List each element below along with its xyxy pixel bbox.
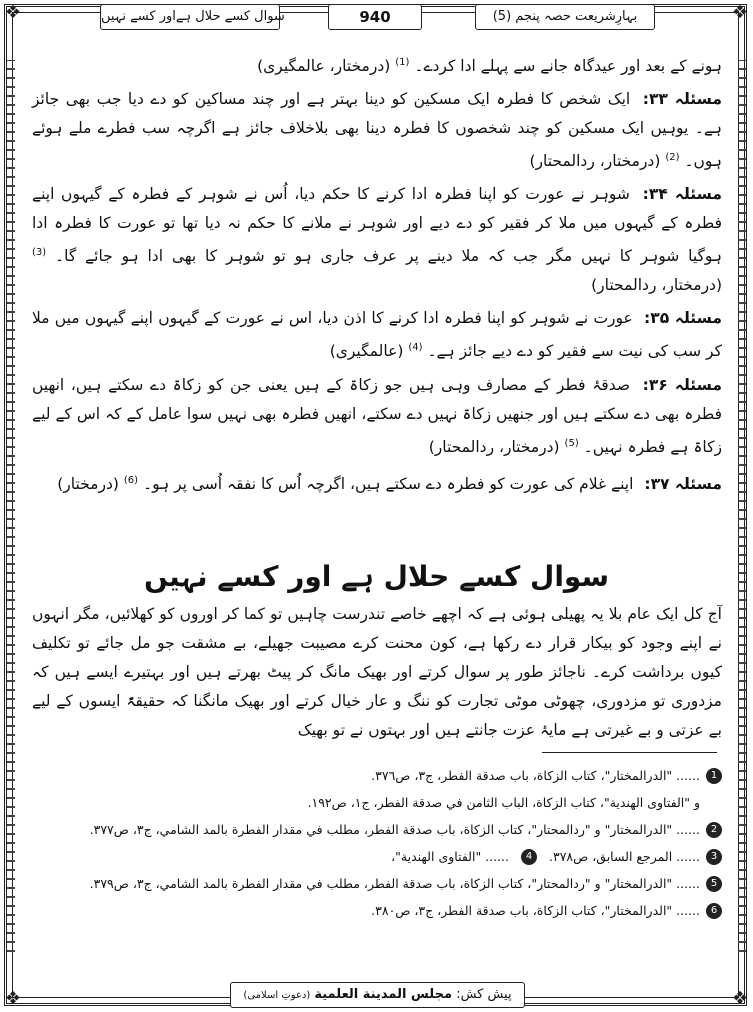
footnote	[32, 816, 722, 843]
source-ref: (درمختار، ردالمحتار)	[428, 437, 560, 456]
footnote-ref: (5)	[564, 437, 579, 449]
footnote-ref: (4)	[408, 342, 423, 354]
footnote-ref: (2)	[665, 152, 680, 164]
paragraph-text: اپنے غلام کی عورت کو فطرہ دے سکتے ہیں، اگرچہ اُس کا نفقہ اُسی پر ہو۔	[142, 474, 634, 493]
source-ref: (درمختار، ردالمحتار)	[529, 152, 661, 171]
source-ref: (درمختار)	[57, 474, 119, 493]
footnote-ref: (6)	[123, 474, 139, 486]
section-prose: آج کل ایک عام بلا یہ پھیلی ہوئی ہے کہ اچھے خاصے تندرست چاہیں تو کما کر اوروں کو کھلائیں، مگر انہوں نے اپنے وجود کو بیکار قرار دے رکھا ہے، کون محنت کرے مصیبت جھیلے، بے مشقت جو مل جائے تو تکلیف کیوں برداشت کرے۔ ناجائز طور پر سوال کرتے اور بھیک مانگ کر پیٹ بھرتے ہیں اور بہتیرے ایسے ہیں کہ مزدوری تو مزدوری، چھوٹی موٹی تجارت کو ننگ و عار خیال کرتے اور بھیک مانگنا کہ حقیقۃً ایسوں کے لیے بے عزتی و بے غیرتی ہے مایۂ عزت جانتے ہیں اور بہتوں نے تو بھیک	[32, 605, 722, 739]
footnote-number: 2	[706, 822, 722, 838]
footnote-text: ...... المرجع السابق، ص٣٧٨.	[549, 849, 700, 864]
footnote-ref: (3)	[32, 247, 47, 259]
masala-paragraph	[32, 371, 722, 462]
corner-ornament-icon: ❖	[731, 988, 749, 1009]
corner-ornament-icon: ❖	[4, 2, 22, 23]
masala-label: مسئلہ ۳۳:	[642, 90, 722, 109]
corner-ornament-icon: ❖	[4, 988, 22, 1009]
page-header	[100, 4, 653, 30]
masail-section	[32, 48, 722, 503]
footnote-text: ...... "الدرالمختار"، كتاب الزكاة، باب صدقة الفطر، ج٣، ص٣٧٦.	[371, 768, 700, 783]
footnote-number: 6	[706, 903, 722, 919]
footnote	[32, 897, 722, 924]
footnote	[32, 870, 722, 897]
source-ref: (عالمگیری)	[329, 342, 404, 361]
masala-paragraph	[32, 180, 722, 300]
footnote-number: 1	[706, 768, 722, 784]
side-ornament-left	[7, 60, 15, 952]
paragraph	[32, 48, 722, 81]
source-ref: (درمختار، ردالمحتار)	[591, 276, 722, 295]
footnote-divider	[542, 752, 717, 753]
page-footer	[230, 982, 525, 1008]
masala-paragraph	[32, 85, 722, 176]
paragraph-text: ہونے کے بعد اور عیدگاہ جانے سے پہلے ادا کردے۔	[414, 57, 722, 76]
footnote-text: ...... "الفتاوى الهندية"،	[391, 849, 510, 864]
footnote-number: 3	[706, 849, 722, 865]
masala-label: مسئلہ ۳۶:	[642, 375, 722, 394]
masala-label: مسئلہ ۳۵:	[644, 309, 722, 328]
section-title: سوال کسے حلال ہے اور کسے نہیں	[143, 560, 610, 593]
footnote-text: ...... "الدرالمختار"، كتاب الزكاة، باب صدقة الفطر، ج٣، ص٣٨٠.	[371, 903, 700, 918]
footnote-text: ...... "الدرالمختار" و "ردالمحتار"، كتاب الزكاة، باب صدقة الفطر، مطلب في مقدار الفطرة بالمد الشامي، ج٣، ص٣٧٩.	[89, 876, 700, 891]
publisher-name: مجلس المدینة العلمیة	[314, 987, 453, 1002]
running-title-book: بہارِشریعت حصہ پنجم (5)	[475, 4, 655, 30]
page-number: 940	[328, 4, 422, 30]
paragraph-text: عورت نے شوہر کو اپنا فطرہ ادا کرنے کا اذن دیا، اس نے عورت کے گیہوں اپنے گیہوں میں ملا کر سب کی نیت سے فقیر کو دے دیے جائز ہے۔	[32, 309, 722, 361]
footnote	[32, 762, 722, 789]
masala-label: مسئلہ ۳۷:	[644, 474, 722, 493]
footnote-continuation	[32, 789, 722, 816]
footer-prefix: پیش کش:	[456, 987, 512, 1002]
source-ref: (درمختار، عالمگیری)	[257, 57, 391, 76]
masala-paragraph	[32, 466, 722, 499]
masala-label: مسئلہ ۳۴:	[642, 185, 722, 204]
footnotes	[32, 762, 722, 924]
paragraph-text: صدقۂ فطر کے مصارف وہی ہیں جو زکاۃ کے ہیں یعنی جن کو زکاۃ دے سکتے ہیں، انھیں فطرہ بھی دے سکتے ہیں اور جنھیں زکاۃ نہیں دے سکتے، انھیں فطرہ بھی نہیں سوا عامل کے کہ اس کے لیے زکاۃ ہے فطرہ نہیں۔	[32, 375, 722, 456]
publisher-org: (دعوتِ اسلامی)	[243, 990, 311, 1001]
footnote-number: 5	[706, 876, 722, 892]
corner-ornament-icon: ❖	[731, 2, 749, 23]
masala-paragraph	[32, 304, 722, 366]
paragraph-text: شوہر نے عورت کو اپنا فطرہ ادا کرنے کا حکم دیا، اُس نے شوہر کے فطرہ کے گیہوں اپنے فطرہ کے گیہوں میں ملا کر فقیر کو دے دیے اور شوہر نے ملانے کا حکم نہ دیا تھا تو عورت کا فطرہ ادا ہوگیا شوہر کا نہیں مگر جب کہ ملا دینے پر عرف جاری ہو تو شوہر کا بھی ادا ہو جائے گا۔	[32, 185, 722, 266]
paragraph-text: ایک شخص کا فطرہ ایک مسکین کو دینا بہتر ہے اور چند مساکین کو دے دیا جب بھی جائز ہے۔ یوہیں ایک مسکین کو چند شخصوں کا فطرہ دینا بھی بلاخلاف جائز ہے اگرچہ سب فطرے ملے ہوئے ہوں۔	[32, 90, 722, 171]
footnote-ref: (1)	[395, 57, 410, 68]
side-ornament-right	[738, 60, 746, 952]
running-title-chapter: سوال کسے حلال ہےاور کسے نہیں	[100, 4, 280, 30]
footnote	[32, 843, 722, 870]
footnote-text: ...... "الدرالمختار" و "ردالمحتار"، كتاب الزكاة، باب صدقة الفطر، مطلب في مقدار الفطرة بالمد الشامي، ج٣، ص٣٧٧.	[89, 822, 700, 837]
footnote-text: و "الفتاوى الهندية"، كتاب الزكاة، الباب الثامن في صدقة الفطر، ج١، ص١٩٢.	[307, 795, 700, 810]
footnote-number: 4	[521, 849, 537, 865]
